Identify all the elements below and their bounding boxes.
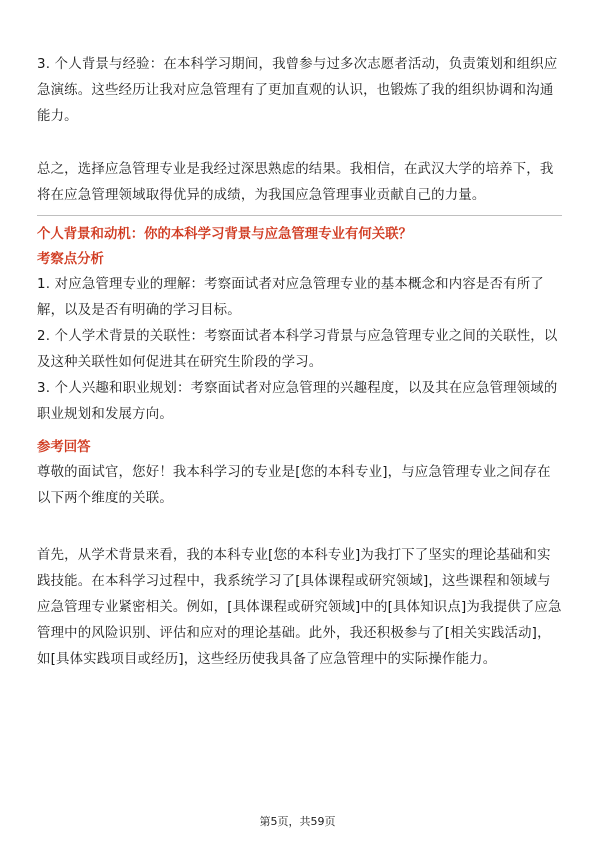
analysis-heading: 考察点分析 — [37, 252, 104, 267]
spacer — [37, 428, 562, 436]
intro-point-3: 3. 个人背景与经验：在本科学习期间，我曾参与过多次志愿者活动，负责策划和组织应急演练。这些经历让我对应急管理有了更加直观的认识，也锻炼了我的组织协调和沟通能力。 — [37, 57, 558, 124]
analysis-item-2: 2. 个人学术背景的关联性：考察面试者本科学习背景与应急管理专业之间的关联性，以及这种关联性如何促进其在研究生阶段的学习。 — [37, 329, 558, 370]
question-title: 个人背景和动机：你的本科学习背景与应急管理专业有何关联？ — [37, 227, 412, 242]
answer-first-paragraph: 首先，从学术背景来看，我的本科专业[您的本科专业]为我打下了坚实的理论基础和实践技能。在本科学习过程中，我系统学习了[具体课程或研究领域]，这些课程和领域与应急管理专业紧密相关。例如，[具体课程或研究领域]中的[具体知识点]为我提供了应急管理中的风险识别、评估和应对的理论基础。此外，我还积极参与了[相关实践活动]，如[具体实践项目或经历]，这些经历使我具备了应急管理中的实际操作能力。 — [37, 548, 562, 667]
analysis-item-1: 1. 对应急管理专业的理解：考察面试者对应急管理专业的基本概念和内容是否有所了解，以及是否有明确的学习目标。 — [37, 277, 544, 318]
analysis-item-3: 3. 个人兴趣和职业规划：考察面试者对应急管理的兴趣程度，以及其在应急管理领域的职业规划和发展方向。 — [37, 381, 558, 422]
page-number: 第5页，共59页 — [259, 815, 336, 828]
answer-heading: 参考回答 — [37, 440, 91, 455]
section-divider — [37, 215, 562, 216]
spacer — [37, 512, 562, 539]
page-content — [37, 52, 562, 673]
conclusion-paragraph: 总之，选择应急管理专业是我经过深思熟虑的结果。我相信，在武汉大学的培养下，我将在应急管理领域取得优异的成绩，为我国应急管理事业贡献自己的力量。 — [37, 162, 554, 203]
spacer — [37, 130, 562, 157]
answer-opening: 尊敬的面试官，您好！我本科学习的专业是[您的本科专业]，与应急管理专业之间存在以下两个维度的关联。 — [37, 465, 551, 506]
